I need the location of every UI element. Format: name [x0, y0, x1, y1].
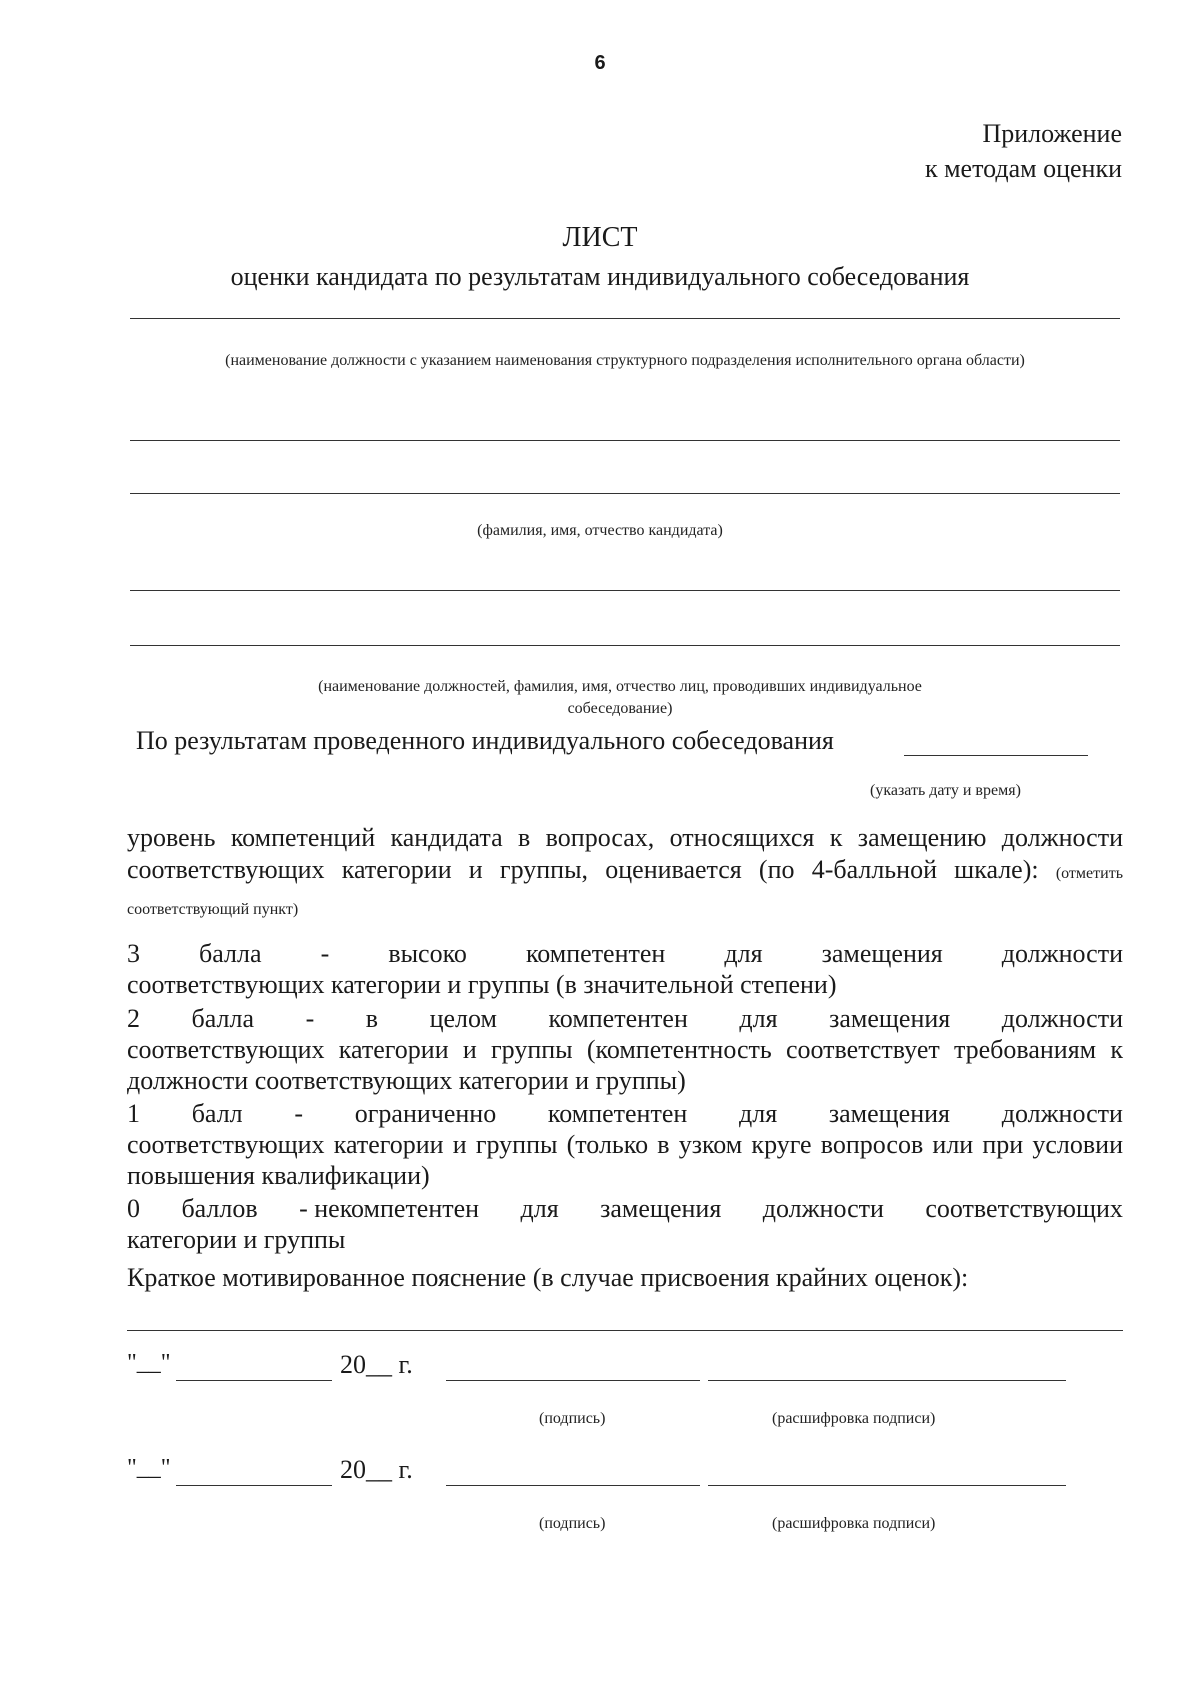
score-option-1[interactable] [127, 1098, 1123, 1191]
interview-line: По результатам проведенного индивидуального собеседования [136, 726, 834, 755]
score-option-3-first-line: 3 балла - высоко компетентен для замещения должности [127, 939, 1123, 968]
page-number: 6 [594, 52, 606, 74]
score-option-2[interactable] [127, 1003, 1123, 1096]
score-option-0[interactable] [127, 1193, 1123, 1255]
signature-line-1[interactable] [446, 1380, 700, 1381]
interviewers-field-line-1[interactable] [130, 590, 1120, 591]
datetime-field-line[interactable] [904, 755, 1088, 756]
doc-subtitle: оценки кандидата по результатам индивидуального собеседования [230, 262, 970, 291]
score-option-1-rest: соответствующих категории и группы (только в узком круге вопросов или при условии повышения квалификации) [127, 1130, 1123, 1190]
score-option-0-rest: категории и группы [127, 1225, 346, 1254]
signature-hint-2: (подпись) [539, 1515, 606, 1532]
score-option-2-rest: соответствующих категории и группы (компетентность соответствует требованиям к должности соответствующих категории и группы) [127, 1035, 1123, 1095]
date-month-line-1[interactable] [176, 1380, 332, 1381]
appendix-line2: к методам оценки [924, 154, 1122, 183]
score-option-1-first-line: 1 балл - ограниченно компетентен для замещения должности [127, 1099, 1123, 1128]
position-hint: (наименование должности с указанием наименования структурного подразделения исполнительного органа области) [225, 352, 1025, 369]
date-quotes-2: "__" [127, 1455, 171, 1481]
explanation-field-line[interactable] [127, 1330, 1123, 1331]
mark-item-hint: (отметить соответствующий пункт) [127, 865, 1123, 918]
date-year-2: 20__ г. [340, 1455, 413, 1484]
signature-decode-line-2[interactable] [708, 1485, 1066, 1486]
candidate-field-line-1[interactable] [130, 440, 1120, 441]
explanation-label: Краткое мотивированное пояснение (в случае присвоения крайних оценок): [127, 1263, 969, 1292]
score-option-3-rest: соответствующих категории и группы (в значительной степени) [127, 970, 837, 999]
interviewers-field-line-2[interactable] [130, 645, 1120, 646]
signature-line-2[interactable] [446, 1485, 700, 1486]
date-month-line-2[interactable] [176, 1485, 332, 1486]
interviewers-hint: (наименование должностей, фамилия, имя, отчество лиц, проводивших индивидуальное собеседование) [318, 678, 922, 717]
doc-title: ЛИСТ [562, 222, 638, 253]
datetime-hint: (указать дату и время) [870, 782, 1021, 799]
signature-hint-1: (подпись) [539, 1410, 606, 1427]
candidate-hint: (фамилия, имя, отчество кандидата) [477, 522, 723, 539]
candidate-field-line-2[interactable] [130, 493, 1120, 494]
appendix-header [925, 116, 1122, 186]
date-year-1: 20__ г. [340, 1350, 413, 1379]
date-quotes-1: "__" [127, 1350, 171, 1376]
score-option-2-first-line: 2 балла - в целом компетентен для замещения должности [127, 1004, 1123, 1033]
competence-paragraph: уровень компетенций кандидата в вопросах, относящихся к замещению должности соответствующих категории и группы, оценивается (по 4-балльной шкале): (отметить соответствующий пункт) [127, 823, 1123, 918]
signature-decode-hint-2: (расшифровка подписи) [772, 1515, 936, 1532]
appendix-line1: Приложение [982, 119, 1122, 148]
signature-decode-hint-1: (расшифровка подписи) [772, 1410, 936, 1427]
score-option-3[interactable] [127, 938, 1123, 1000]
position-field-line[interactable] [130, 318, 1120, 319]
signature-decode-line-1[interactable] [708, 1380, 1066, 1381]
score-option-0-first-line: 0 баллов - некомпетентен для замещения должности соответствующих [127, 1194, 1123, 1223]
